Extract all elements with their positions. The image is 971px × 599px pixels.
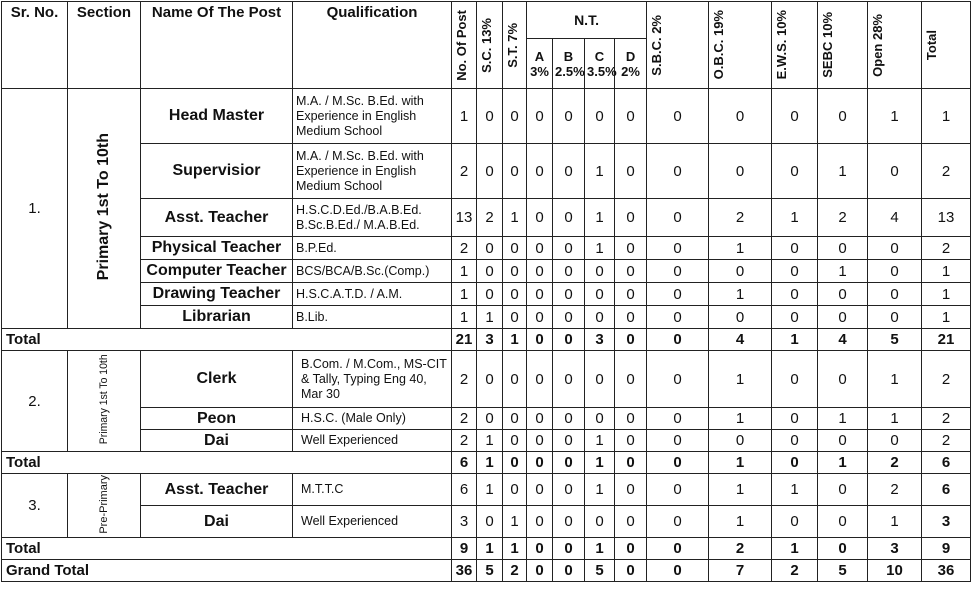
cell-obc: 1 xyxy=(709,474,772,506)
post-name: Dai xyxy=(141,430,293,452)
cell-total: 3 xyxy=(922,506,971,538)
cell-no-of-post: 1 xyxy=(452,306,477,329)
table-row xyxy=(2,283,971,306)
cell-sebc: 0 xyxy=(818,89,868,144)
total-obc: 2 xyxy=(709,538,772,560)
grand-total-no-of-post: 36 xyxy=(452,560,477,582)
total-nt-a: 0 xyxy=(527,538,553,560)
table-row xyxy=(2,474,971,506)
table-row xyxy=(2,199,971,237)
total-nt-d: 0 xyxy=(615,452,647,474)
total-open: 5 xyxy=(868,329,922,351)
cell-sc: 0 xyxy=(477,144,503,199)
cell-total: 2 xyxy=(922,430,971,452)
total-nt-a: 0 xyxy=(527,329,553,351)
grand-total-label: Grand Total xyxy=(2,560,452,582)
total-no-of-post: 6 xyxy=(452,452,477,474)
cell-nt-d: 0 xyxy=(615,260,647,283)
cell-total: 2 xyxy=(922,351,971,408)
cell-no-of-post: 3 xyxy=(452,506,477,538)
qualification: H.S.C. (Male Only) xyxy=(293,408,452,430)
post-name: Physical Teacher xyxy=(141,237,293,260)
sr-number: 3. xyxy=(2,474,68,538)
header-sr-no: Sr. No. xyxy=(2,2,68,89)
grand-total-total: 36 xyxy=(922,560,971,582)
cell-sebc: 0 xyxy=(818,474,868,506)
cell-sc: 0 xyxy=(477,506,503,538)
total-obc: 1 xyxy=(709,452,772,474)
cell-open: 2 xyxy=(868,474,922,506)
cell-st: 0 xyxy=(503,351,527,408)
total-st: 1 xyxy=(503,329,527,351)
cell-nt-a: 0 xyxy=(527,506,553,538)
sr-number: 1. xyxy=(2,89,68,329)
cell-ews: 1 xyxy=(772,199,818,237)
cell-sebc: 1 xyxy=(818,260,868,283)
cell-obc: 0 xyxy=(709,144,772,199)
table-row xyxy=(2,237,971,260)
cell-open: 0 xyxy=(868,430,922,452)
qualification: BCS/BCA/B.Sc.(Comp.) xyxy=(293,260,452,283)
cell-sebc: 0 xyxy=(818,283,868,306)
qualification: M.A. / M.Sc. B.Ed. with Experience in English Medium School xyxy=(293,89,452,144)
cell-sc: 0 xyxy=(477,408,503,430)
cell-nt-c: 0 xyxy=(585,283,615,306)
header-no-of-post: No. Of Post xyxy=(452,2,477,89)
grand-total-nt-c: 5 xyxy=(585,560,615,582)
cell-nt-b: 0 xyxy=(553,306,585,329)
total-nt-c: 3 xyxy=(585,329,615,351)
cell-nt-d: 0 xyxy=(615,351,647,408)
table-row xyxy=(2,144,971,199)
cell-st: 0 xyxy=(503,430,527,452)
cell-sc: 0 xyxy=(477,260,503,283)
cell-no-of-post: 1 xyxy=(452,89,477,144)
cell-nt-d: 0 xyxy=(615,237,647,260)
cell-nt-b: 0 xyxy=(553,430,585,452)
cell-sbc: 0 xyxy=(647,506,709,538)
cell-st: 0 xyxy=(503,144,527,199)
cell-nt-c: 0 xyxy=(585,89,615,144)
qualification: H.S.C.D.Ed./B.A.B.Ed. B.Sc.B.Ed./ M.A.B.Ed. xyxy=(293,199,452,237)
grand-total-open: 10 xyxy=(868,560,922,582)
cell-nt-b: 0 xyxy=(553,237,585,260)
cell-sebc: 2 xyxy=(818,199,868,237)
total-sbc: 0 xyxy=(647,538,709,560)
cell-nt-a: 0 xyxy=(527,260,553,283)
cell-nt-c: 0 xyxy=(585,408,615,430)
header-post: Name Of The Post xyxy=(141,2,293,89)
cell-nt-b: 0 xyxy=(553,351,585,408)
section-label: Primary 1st To 10th xyxy=(68,351,141,452)
cell-no-of-post: 1 xyxy=(452,260,477,283)
cell-st: 0 xyxy=(503,237,527,260)
cell-nt-d: 0 xyxy=(615,283,647,306)
cell-open: 0 xyxy=(868,283,922,306)
cell-st: 0 xyxy=(503,306,527,329)
section-label: Primary 1st To 10th xyxy=(68,89,141,329)
cell-ews: 0 xyxy=(772,306,818,329)
cell-nt-d: 0 xyxy=(615,506,647,538)
cell-ews: 0 xyxy=(772,430,818,452)
cell-total: 1 xyxy=(922,306,971,329)
qualification: M.A. / M.Sc. B.Ed. with Experience in English Medium School xyxy=(293,144,452,199)
cell-no-of-post: 2 xyxy=(452,408,477,430)
cell-open: 1 xyxy=(868,351,922,408)
total-ews: 1 xyxy=(772,329,818,351)
sr-number: 2. xyxy=(2,351,68,452)
total-sebc: 0 xyxy=(818,538,868,560)
header-nt-a: A 3% xyxy=(527,39,553,89)
cell-sbc: 0 xyxy=(647,306,709,329)
cell-open: 1 xyxy=(868,89,922,144)
cell-nt-c: 1 xyxy=(585,199,615,237)
header-sbc: S.B.C. 2% xyxy=(647,2,709,89)
cell-nt-a: 0 xyxy=(527,237,553,260)
cell-sbc: 0 xyxy=(647,89,709,144)
total-no-of-post: 21 xyxy=(452,329,477,351)
cell-nt-a: 0 xyxy=(527,430,553,452)
cell-sc: 0 xyxy=(477,89,503,144)
cell-st: 1 xyxy=(503,199,527,237)
total-nt-b: 0 xyxy=(553,329,585,351)
cell-nt-b: 0 xyxy=(553,408,585,430)
cell-ews: 0 xyxy=(772,351,818,408)
cell-obc: 2 xyxy=(709,199,772,237)
total-nt-d: 0 xyxy=(615,329,647,351)
qualification: H.S.C.A.T.D. / A.M. xyxy=(293,283,452,306)
header-section: Section xyxy=(68,2,141,89)
cell-nt-d: 0 xyxy=(615,199,647,237)
cell-nt-a: 0 xyxy=(527,283,553,306)
cell-obc: 0 xyxy=(709,89,772,144)
header-nt: N.T. xyxy=(527,2,647,39)
total-sbc: 0 xyxy=(647,329,709,351)
cell-st: 0 xyxy=(503,89,527,144)
cell-sbc: 0 xyxy=(647,474,709,506)
cell-obc: 0 xyxy=(709,260,772,283)
cell-sbc: 0 xyxy=(647,237,709,260)
header-sebc: SEBC 10% xyxy=(818,2,868,89)
cell-open: 4 xyxy=(868,199,922,237)
qualification: B.Com. / M.Com., MS-CIT & Tally, Typing Eng 40, Mar 30 xyxy=(293,351,452,408)
total-sc: 3 xyxy=(477,329,503,351)
table-row xyxy=(2,506,971,538)
post-name: Supervisior xyxy=(141,144,293,199)
cell-sc: 2 xyxy=(477,199,503,237)
cell-obc: 0 xyxy=(709,430,772,452)
header-open: Open 28% xyxy=(868,2,922,89)
grand-total-obc: 7 xyxy=(709,560,772,582)
post-name: Dai xyxy=(141,506,293,538)
cell-total: 1 xyxy=(922,283,971,306)
recruitment-table xyxy=(1,1,971,582)
total-label: Total xyxy=(2,452,452,474)
total-sc: 1 xyxy=(477,538,503,560)
cell-st: 0 xyxy=(503,474,527,506)
total-nt-b: 0 xyxy=(553,452,585,474)
cell-nt-b: 0 xyxy=(553,474,585,506)
cell-nt-a: 0 xyxy=(527,351,553,408)
cell-nt-d: 0 xyxy=(615,430,647,452)
table-row xyxy=(2,89,971,144)
table-row xyxy=(2,408,971,430)
cell-nt-b: 0 xyxy=(553,283,585,306)
cell-nt-a: 0 xyxy=(527,474,553,506)
table-row xyxy=(2,351,971,408)
total-open: 2 xyxy=(868,452,922,474)
cell-no-of-post: 6 xyxy=(452,474,477,506)
cell-sbc: 0 xyxy=(647,260,709,283)
total-ews: 0 xyxy=(772,452,818,474)
cell-sc: 0 xyxy=(477,283,503,306)
cell-nt-b: 0 xyxy=(553,260,585,283)
cell-sbc: 0 xyxy=(647,144,709,199)
total-nt-a: 0 xyxy=(527,452,553,474)
cell-no-of-post: 2 xyxy=(452,237,477,260)
cell-no-of-post: 2 xyxy=(452,351,477,408)
cell-sebc: 1 xyxy=(818,144,868,199)
total-sebc: 4 xyxy=(818,329,868,351)
cell-nt-c: 1 xyxy=(585,474,615,506)
cell-sbc: 0 xyxy=(647,351,709,408)
post-name: Asst. Teacher xyxy=(141,474,293,506)
cell-sc: 1 xyxy=(477,306,503,329)
grand-total-st: 2 xyxy=(503,560,527,582)
cell-sebc: 0 xyxy=(818,351,868,408)
header-qualification: Qualification xyxy=(293,2,452,89)
cell-sbc: 0 xyxy=(647,283,709,306)
cell-total: 1 xyxy=(922,260,971,283)
post-name: Head Master xyxy=(141,89,293,144)
cell-ews: 0 xyxy=(772,237,818,260)
cell-open: 0 xyxy=(868,260,922,283)
header-obc: O.B.C. 19% xyxy=(709,2,772,89)
grand-total-sebc: 5 xyxy=(818,560,868,582)
cell-sc: 0 xyxy=(477,351,503,408)
cell-nt-c: 1 xyxy=(585,430,615,452)
grand-total-nt-a: 0 xyxy=(527,560,553,582)
post-name: Computer Teacher xyxy=(141,260,293,283)
cell-st: 0 xyxy=(503,283,527,306)
cell-total: 6 xyxy=(922,474,971,506)
header-nt-c: C 3.5% xyxy=(585,39,615,89)
table-row xyxy=(2,260,971,283)
cell-ews: 0 xyxy=(772,506,818,538)
total-nt-c: 1 xyxy=(585,538,615,560)
cell-obc: 1 xyxy=(709,237,772,260)
cell-open: 0 xyxy=(868,237,922,260)
cell-st: 0 xyxy=(503,260,527,283)
grand-total-row xyxy=(2,560,971,582)
total-obc: 4 xyxy=(709,329,772,351)
cell-obc: 1 xyxy=(709,351,772,408)
cell-sebc: 1 xyxy=(818,408,868,430)
cell-sc: 1 xyxy=(477,430,503,452)
total-total: 9 xyxy=(922,538,971,560)
qualification: M.T.T.C xyxy=(293,474,452,506)
total-label: Total xyxy=(2,329,452,351)
cell-nt-a: 0 xyxy=(527,199,553,237)
cell-obc: 1 xyxy=(709,283,772,306)
cell-open: 0 xyxy=(868,144,922,199)
total-total: 6 xyxy=(922,452,971,474)
qualification: Well Experienced xyxy=(293,430,452,452)
cell-st: 1 xyxy=(503,506,527,538)
cell-total: 1 xyxy=(922,89,971,144)
cell-nt-a: 0 xyxy=(527,408,553,430)
cell-obc: 1 xyxy=(709,506,772,538)
cell-open: 1 xyxy=(868,408,922,430)
total-open: 3 xyxy=(868,538,922,560)
total-st: 0 xyxy=(503,452,527,474)
total-no-of-post: 9 xyxy=(452,538,477,560)
cell-obc: 0 xyxy=(709,306,772,329)
cell-nt-d: 0 xyxy=(615,89,647,144)
total-row xyxy=(2,538,971,560)
header-ews: E.W.S. 10% xyxy=(772,2,818,89)
cell-open: 1 xyxy=(868,506,922,538)
cell-total: 13 xyxy=(922,199,971,237)
post-name: Asst. Teacher xyxy=(141,199,293,237)
qualification: B.Lib. xyxy=(293,306,452,329)
cell-sbc: 0 xyxy=(647,408,709,430)
cell-st: 0 xyxy=(503,408,527,430)
cell-total: 2 xyxy=(922,237,971,260)
cell-sebc: 0 xyxy=(818,430,868,452)
cell-ews: 0 xyxy=(772,260,818,283)
cell-no-of-post: 1 xyxy=(452,283,477,306)
total-label: Total xyxy=(2,538,452,560)
cell-nt-a: 0 xyxy=(527,144,553,199)
cell-nt-b: 0 xyxy=(553,144,585,199)
cell-total: 2 xyxy=(922,408,971,430)
cell-ews: 0 xyxy=(772,283,818,306)
cell-ews: 0 xyxy=(772,144,818,199)
total-sebc: 1 xyxy=(818,452,868,474)
cell-no-of-post: 2 xyxy=(452,144,477,199)
header-total: Total xyxy=(922,2,971,89)
grand-total-nt-d: 0 xyxy=(615,560,647,582)
header-nt-b: B 2.5% xyxy=(553,39,585,89)
qualification: Well Experienced xyxy=(293,506,452,538)
cell-no-of-post: 13 xyxy=(452,199,477,237)
header-nt-d: D 2% xyxy=(615,39,647,89)
cell-obc: 1 xyxy=(709,408,772,430)
header-st: S.T. 7% xyxy=(503,2,527,89)
total-total: 21 xyxy=(922,329,971,351)
total-nt-c: 1 xyxy=(585,452,615,474)
cell-nt-c: 1 xyxy=(585,237,615,260)
grand-total-ews: 2 xyxy=(772,560,818,582)
cell-nt-b: 0 xyxy=(553,89,585,144)
cell-sc: 1 xyxy=(477,474,503,506)
cell-nt-b: 0 xyxy=(553,199,585,237)
cell-sbc: 0 xyxy=(647,430,709,452)
cell-ews: 0 xyxy=(772,408,818,430)
post-name: Peon xyxy=(141,408,293,430)
post-name: Librarian xyxy=(141,306,293,329)
table-row xyxy=(2,430,971,452)
total-row xyxy=(2,329,971,351)
cell-nt-b: 0 xyxy=(553,506,585,538)
grand-total-sc: 5 xyxy=(477,560,503,582)
table-row xyxy=(2,306,971,329)
cell-ews: 0 xyxy=(772,89,818,144)
cell-sc: 0 xyxy=(477,237,503,260)
total-sbc: 0 xyxy=(647,452,709,474)
cell-nt-c: 0 xyxy=(585,351,615,408)
header-sc: S.C. 13% xyxy=(477,2,503,89)
cell-nt-a: 0 xyxy=(527,89,553,144)
qualification: B.P.Ed. xyxy=(293,237,452,260)
cell-nt-d: 0 xyxy=(615,474,647,506)
post-name: Clerk xyxy=(141,351,293,408)
cell-nt-d: 0 xyxy=(615,144,647,199)
total-nt-b: 0 xyxy=(553,538,585,560)
cell-nt-c: 1 xyxy=(585,144,615,199)
section-label: Pre-Primary xyxy=(68,474,141,538)
cell-nt-c: 0 xyxy=(585,306,615,329)
cell-nt-c: 0 xyxy=(585,260,615,283)
cell-no-of-post: 2 xyxy=(452,430,477,452)
cell-nt-d: 0 xyxy=(615,408,647,430)
total-st: 1 xyxy=(503,538,527,560)
cell-total: 2 xyxy=(922,144,971,199)
cell-nt-a: 0 xyxy=(527,306,553,329)
cell-sbc: 0 xyxy=(647,199,709,237)
cell-sebc: 0 xyxy=(818,237,868,260)
cell-sebc: 0 xyxy=(818,506,868,538)
total-sc: 1 xyxy=(477,452,503,474)
cell-ews: 1 xyxy=(772,474,818,506)
grand-total-nt-b: 0 xyxy=(553,560,585,582)
post-name: Drawing Teacher xyxy=(141,283,293,306)
cell-nt-c: 0 xyxy=(585,506,615,538)
cell-open: 0 xyxy=(868,306,922,329)
grand-total-sbc: 0 xyxy=(647,560,709,582)
total-row xyxy=(2,452,971,474)
cell-nt-d: 0 xyxy=(615,306,647,329)
total-ews: 1 xyxy=(772,538,818,560)
total-nt-d: 0 xyxy=(615,538,647,560)
cell-sebc: 0 xyxy=(818,306,868,329)
